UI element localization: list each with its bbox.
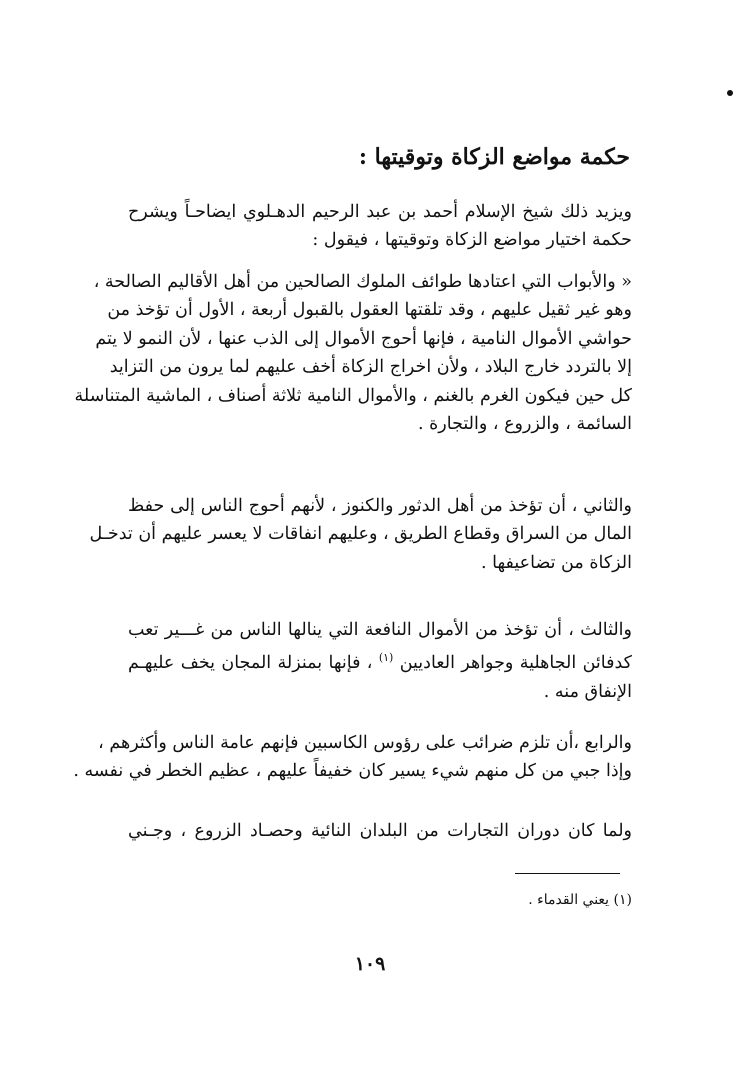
paragraph-line-end: ، فإنها بمنزلة المجان يخف عليهـم xyxy=(128,653,373,674)
paragraph-fifth xyxy=(128,817,632,845)
paragraph-line: وهو غير ثقيل عليهم ، وقد تلقتها العقول بالقبول أربعة ، الأول أن تؤخذ من xyxy=(107,300,632,321)
ink-speck xyxy=(727,90,733,96)
page-number: ١٠٩ xyxy=(354,953,386,975)
paragraph-line xyxy=(128,644,632,677)
paragraph-line: إلا بالتردد خارج البلاد ، ولأن اخراج الزكاة أخف عليهم لما يرون من التزايد xyxy=(109,357,632,378)
footnote: (١) يعني القدماء . xyxy=(528,892,632,908)
paragraph-line: والثاني ، أن تؤخذ من أهل الدثور والكنوز ، لأنهم أحوج الناس إلى حفظ xyxy=(128,496,632,516)
paragraph-line: « والأبواب التي اعتادها طوائف الملوك الصالحين من أهل الأقاليم الصالحة ، xyxy=(93,272,632,292)
paragraph-line: الزكاة من تضاعيفها . xyxy=(481,552,632,573)
paragraph-intro xyxy=(128,198,632,255)
paragraph-second xyxy=(89,492,632,577)
paragraph-line: ولما كان دوران التجارات من البلدان النائية وحصـاد الزروع ، وجـني xyxy=(128,821,632,841)
paragraph-line: كل حين فيكون الغرم بالغنم ، والأموال النامية ثلاثة أصناف ، الماشية المتناسلة xyxy=(74,385,632,406)
paragraph-line: حواشي الأموال النامية ، فإنها أحوج الأموال إلى الذب عنها ، لأن النمو لا يتم xyxy=(95,328,632,349)
footnote-reference: (١) xyxy=(378,651,394,665)
paragraph-line: حكمة اختيار مواضع الزكاة وتوقيتها ، فيقول : xyxy=(312,230,632,251)
paragraph-line: ويزيد ذلك شيخ الإسلام أحمد بن عبد الرحيم الدهـلوي ايضاحـاً ويشرح xyxy=(128,202,632,222)
paragraph-line-start: كدفائن الجاهلية وجواهر العاديين xyxy=(399,653,632,674)
paragraph-line: السائمة ، والزروع ، والتجارة . xyxy=(418,414,632,435)
footnote-divider xyxy=(515,873,620,874)
paragraph-quote xyxy=(74,268,632,438)
paragraph-line: والرابع ،أن تلزم ضرائب على رؤوس الكاسبين فإنهم عامة الناس وأكثرهم ، xyxy=(98,733,632,753)
paragraph-line: الإنفاق منه . xyxy=(543,681,632,702)
paragraph-line: والثالث ، أن تؤخذ من الأموال النافعة التي ينالها الناس من غـــير تعب xyxy=(128,620,632,640)
paragraph-line: وإذا جبي من كل منهم شيء يسير كان خفيفاً عليهم ، عظيم الخطر في نفسه . xyxy=(73,761,632,782)
paragraph-fourth xyxy=(73,729,632,786)
paragraph-line: المال من السراق وقطاع الطريق ، وعليهم انفاقات لا يعسر عليهم أن تدخـل xyxy=(89,524,632,545)
section-heading: حكمة مواضع الزكاة وتوقيتها : xyxy=(358,144,630,170)
paragraph-third xyxy=(128,616,632,706)
